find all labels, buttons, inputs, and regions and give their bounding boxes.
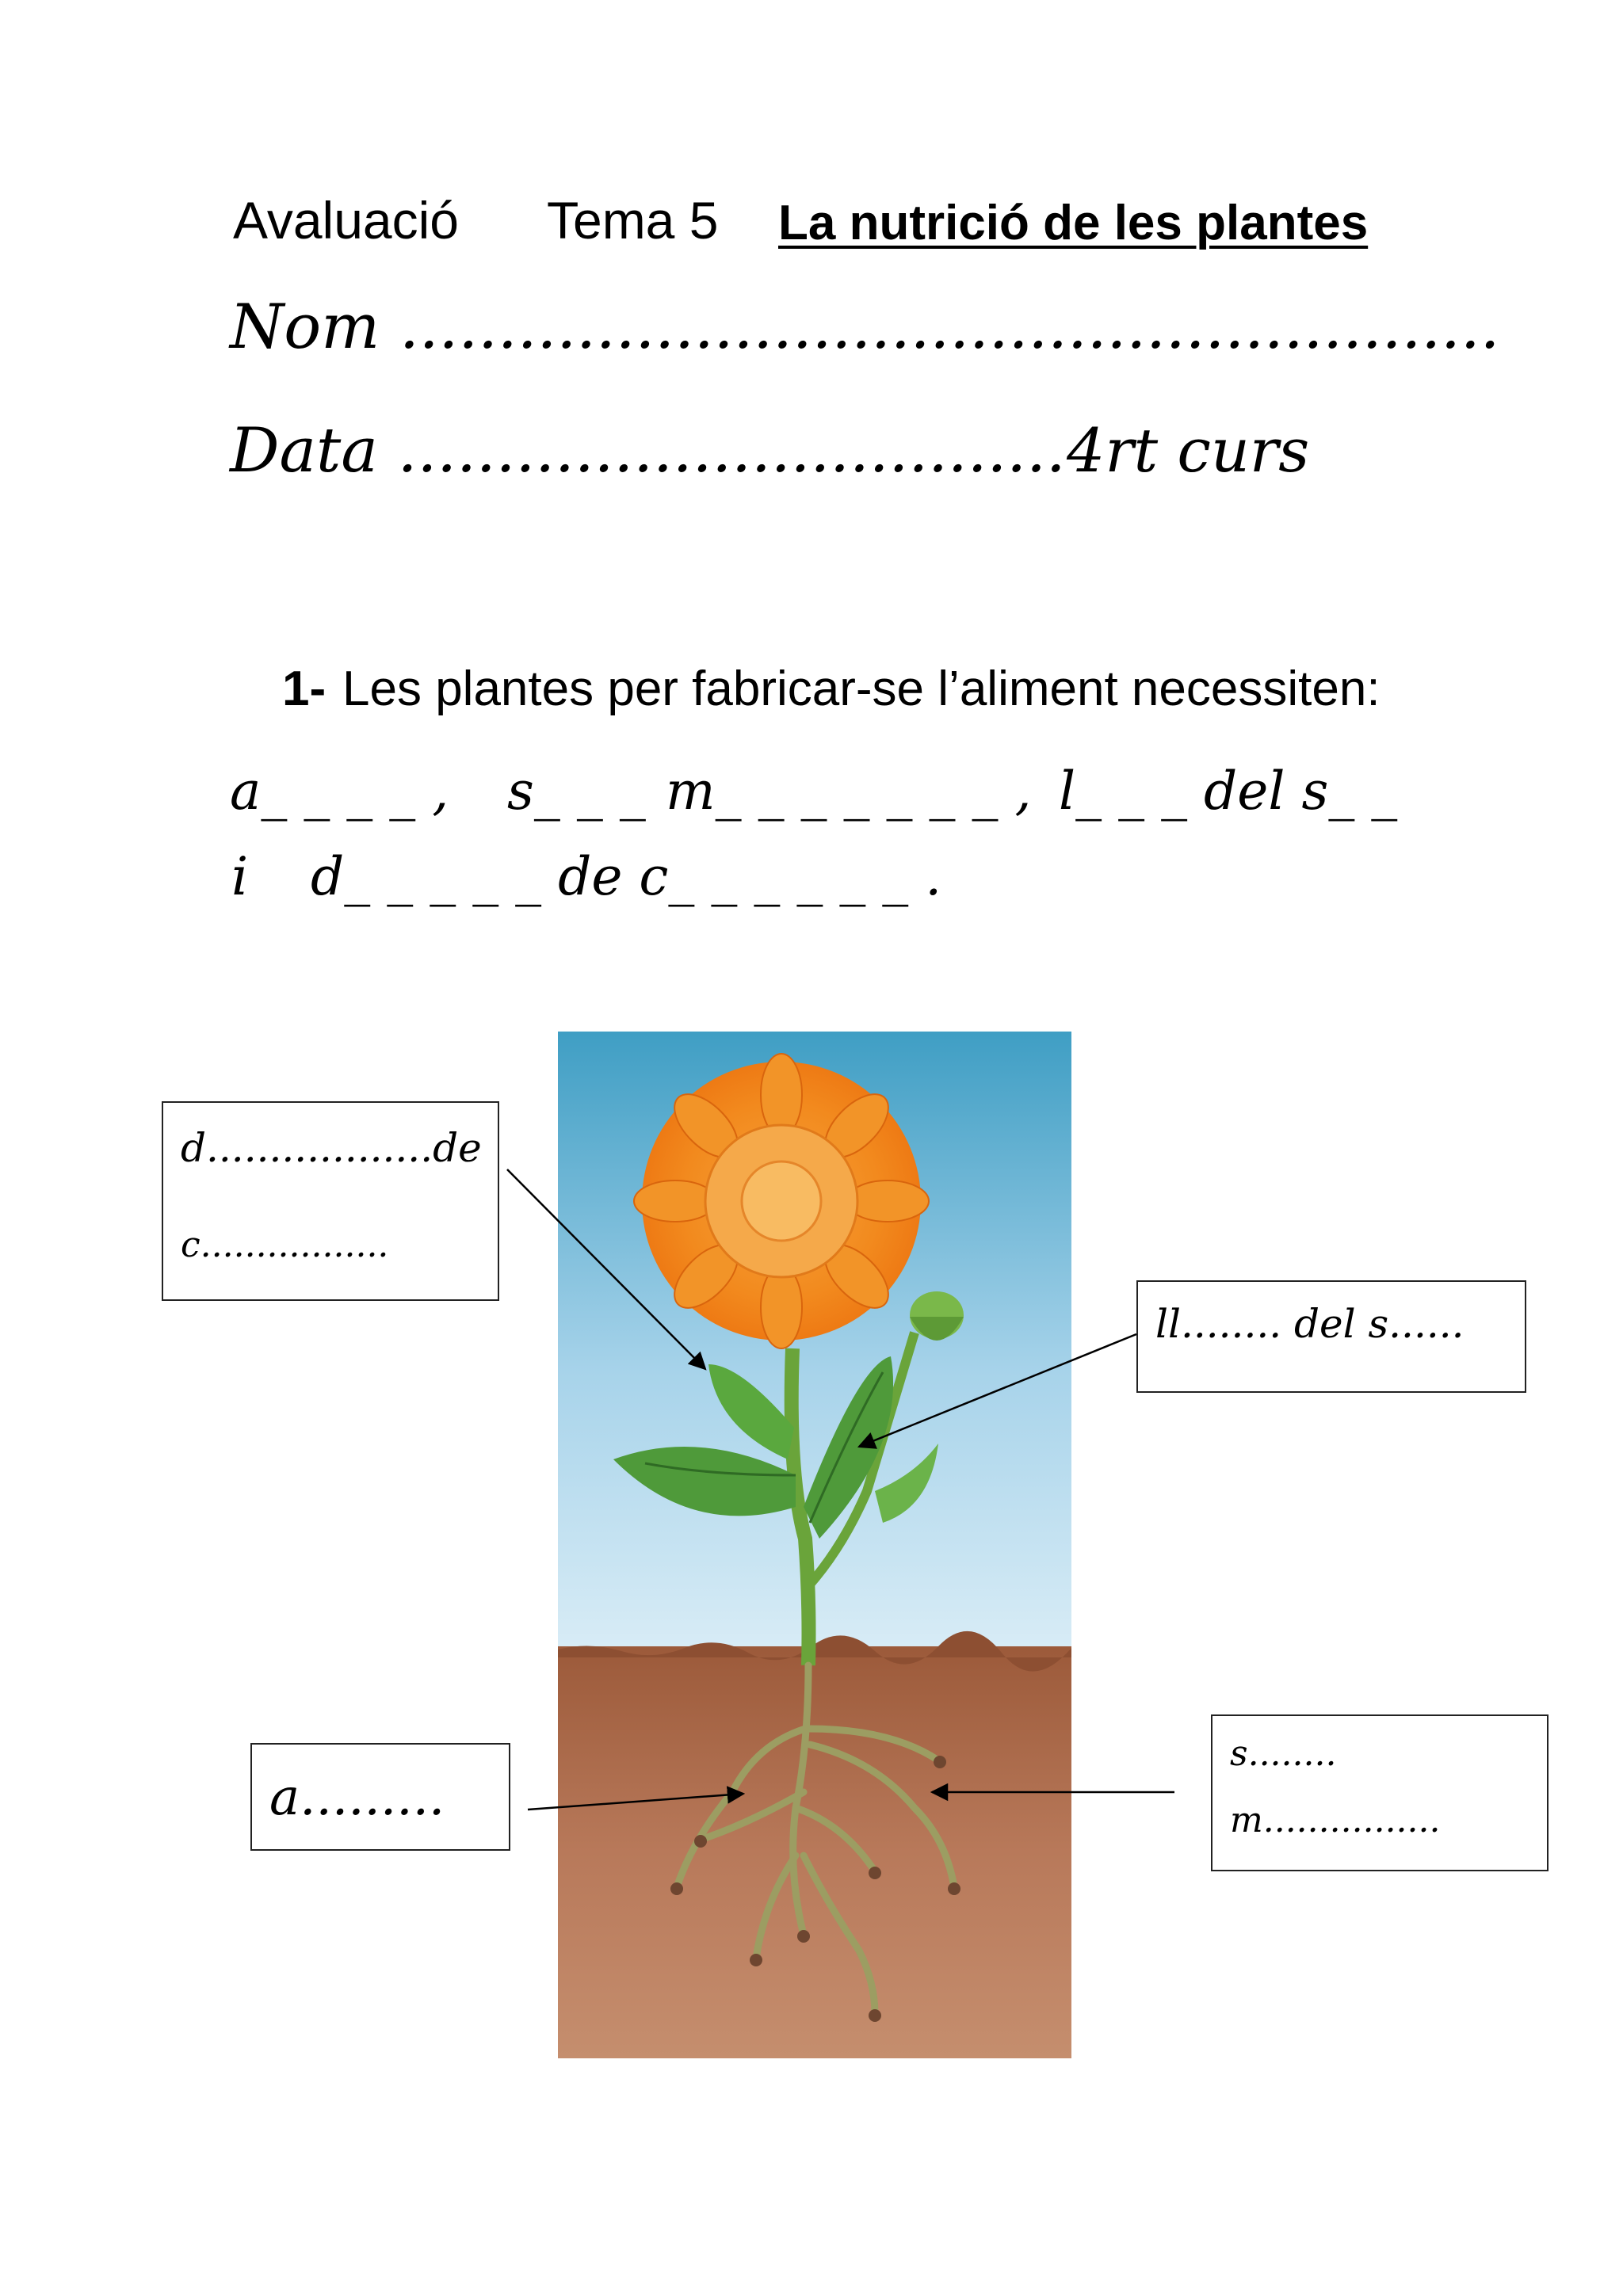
leaves-label-line1: d..................de [181,1125,482,1171]
question-number: 1- [282,662,327,716]
arrow-water [528,1794,743,1810]
date-field[interactable]: Data .................................. [230,415,1066,486]
blank-carbon-dioxide[interactable]: d_ _ _ _ _ de c_ _ _ _ _ _ . [311,846,942,907]
blank-water[interactable]: a_ _ _ _ , [230,761,449,822]
sunlight-label: ll........ del s...... [1155,1301,1465,1347]
question-prompt: Les plantes per fabricar-se l’aliment necessiten: [342,662,1381,716]
topic-label: Tema 5 [547,191,719,250]
evaluation-label: Avaluació [233,191,459,250]
water-label: a......... [269,1768,445,1827]
blank-minerals[interactable]: m_ _ _ _ _ _ _ , [666,761,1032,822]
minerals-label-line1: s........ [1230,1733,1337,1774]
minerals-label-line2: m................ [1230,1800,1441,1840]
name-field[interactable]: Nom ........................................................ [230,292,1500,363]
conjunction-label: i [231,846,249,907]
blank-salts[interactable]: s_ _ _ [507,761,646,822]
course-label: 4rt curs [1067,415,1310,486]
leaves-label-line2: c................. [181,1225,389,1265]
arrow-sunlight [859,1334,1136,1447]
page-title: La nutrició de les plantes [778,196,1369,250]
arrow-leaves [507,1169,705,1369]
blank-sunlight[interactable]: l_ _ _ del s_ _ [1059,761,1398,822]
